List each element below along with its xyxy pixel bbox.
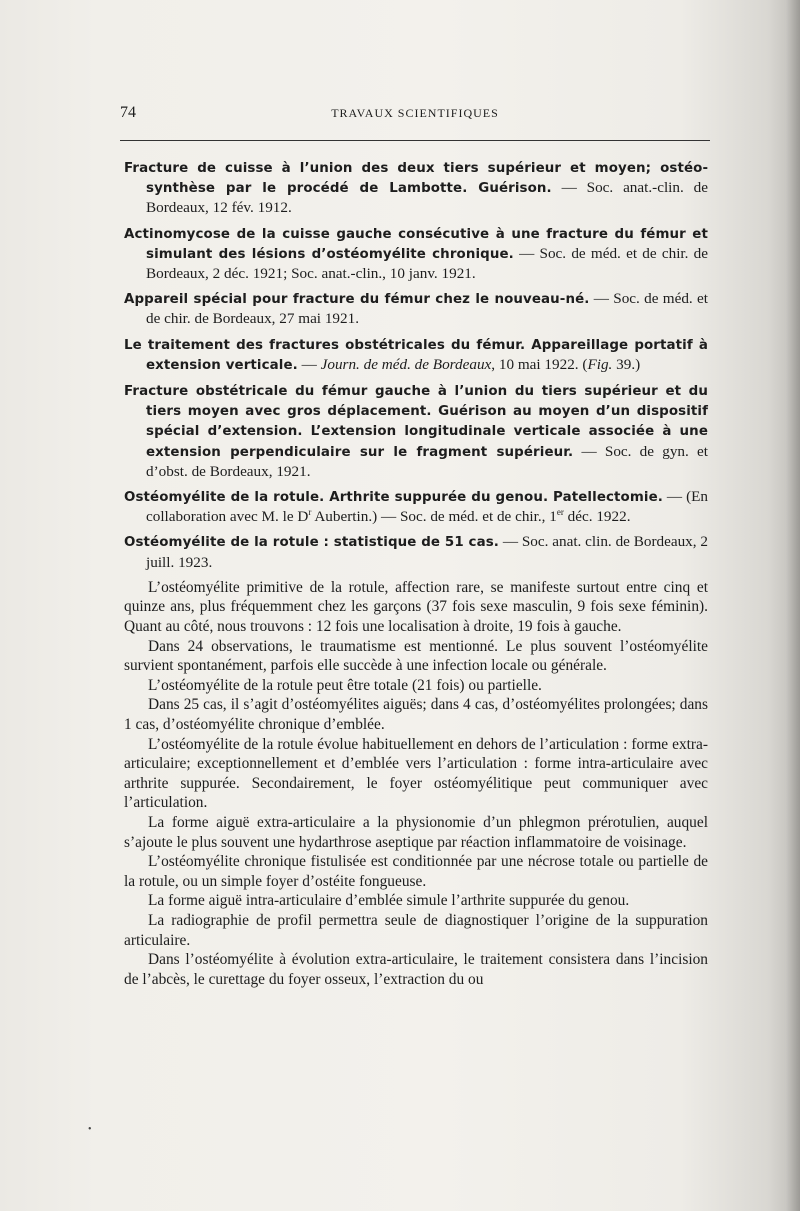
entry-title: Actinomycose de la cuisse gauche consécutive à une fracture du fémur et simulant des lésions d’ostéomyélite chronique. bbox=[124, 226, 708, 262]
body-paragraph: La radiographie de profil permettra seule de diagnostiquer l’origine de la suppuration articulaire. bbox=[124, 911, 708, 949]
journal-name: Journ. de méd. de Bordeaux bbox=[320, 355, 492, 373]
page-header bbox=[120, 104, 710, 128]
entry-reference: — Soc. anat. clin. de Bordeaux, 2 juill. 1923. bbox=[146, 533, 708, 571]
entry-title: Appareil spécial pour fracture du fémur chez le nouveau-né. bbox=[124, 292, 590, 308]
running-title: TRAVAUX SCIENTIFIQUES bbox=[331, 106, 499, 120]
bibliography-entry bbox=[124, 158, 708, 218]
page-body bbox=[124, 158, 708, 989]
page-edge-shadow bbox=[786, 0, 800, 1211]
entry-reference: Aubertin.) — Soc. de méd. et de chir., 1 bbox=[311, 508, 557, 526]
entry-title: Fracture de cuisse à l’union des deux tiers supérieur et moyen; ostéosynthèse par le procédé de Lambotte. Guérison. bbox=[124, 161, 708, 197]
body-paragraph: Dans 25 cas, il s’agit d’ostéomyélites aiguës; dans 4 cas, d’ostéomyélites prolongées; dans 1 cas, d’ostéomyélite chronique d’emblée. bbox=[124, 696, 708, 734]
bibliography-entry bbox=[124, 487, 708, 526]
entry-reference: — Soc. de méd. et de chir. de Bordeaux, 27 mai 1921. bbox=[146, 290, 708, 328]
body-paragraph: La forme aiguë extra-articulaire a la physionomie d’un phlegmon prérotulien, auquel s’ajoute le plus souvent une hydarthrose aseptique par réaction inflammatoire de voisinage. bbox=[124, 813, 708, 851]
entry-title: Le traitement des fractures obstétricales du fémur. Appareillage portatif à extension verticale. bbox=[124, 337, 708, 373]
entry-title: Ostéomyélite de la rotule : statistique de 51 cas. bbox=[124, 535, 499, 551]
entry-reference: — bbox=[297, 355, 321, 373]
superscript: er bbox=[556, 507, 564, 518]
entry-reference: — Soc. anat.-clin. de Bordeaux, 12 fév. 1912. bbox=[146, 179, 708, 217]
entry-reference: , 10 mai 1922. ( bbox=[491, 355, 588, 373]
bibliography-entry bbox=[124, 381, 708, 481]
ink-speck: • bbox=[88, 1124, 92, 1135]
superscript: r bbox=[308, 507, 312, 518]
bibliography-entry bbox=[124, 224, 708, 284]
body-paragraph: L’ostéomyélite de la rotule évolue habituellement en dehors de l’articulation : forme extra-articulaire; exceptionnellement et d’emblée vers l’articulation : forme intra-articulaire avec arthrite suppurée. Secondairement, le foyer ostéomyélitique peut communiquer avec l’articulation. bbox=[124, 735, 708, 812]
page-number: 74 bbox=[120, 104, 136, 121]
header-rule bbox=[120, 140, 710, 141]
body-paragraph: L’ostéomyélite primitive de la rotule, affection rare, se manifeste surtout entre cinq et quinze ans, plus fréquemment chez les garçons (37 fois sexe masculin, 9 fois sexe féminin). Quant au côté, nous trouvons : 12 fois une localisation à droite, 19 fois à gauche. bbox=[124, 578, 708, 636]
bibliography-entry bbox=[124, 289, 708, 328]
entry-reference: — (En collaboration avec M. le D bbox=[146, 488, 708, 526]
entry-reference: — Soc. de méd. et de chir. de Bordeaux, 2 déc. 1921; Soc. anat.-clin., 10 janv. 1921. bbox=[146, 244, 709, 283]
body-paragraph: Dans l’ostéomyélite à évolution extra-articulaire, le traitement consistera dans l’incision de l’abcès, le curettage du foyer osseux, l’extraction du ou bbox=[124, 951, 708, 988]
body-paragraph: L’ostéomyélite de la rotule peut être totale (21 fois) ou partielle. bbox=[148, 676, 542, 694]
entry-reference: déc. 1922. bbox=[563, 508, 631, 526]
figure-label: Fig. bbox=[587, 355, 613, 373]
entry-reference: 39.) bbox=[612, 355, 641, 373]
body-paragraph: Dans 24 observations, le traumatisme est mentionné. Le plus souvent l’ostéomyélite survient spontanément, parfois elle succède à une infection locale ou générale. bbox=[124, 637, 708, 675]
body-paragraph: La forme aiguë intra-articulaire d’emblée simule l’arthrite suppurée du genou. bbox=[148, 892, 630, 910]
body-paragraph: L’ostéomyélite chronique fistulisée est conditionnée par une nécrose totale ou partielle de la rotule, ou un simple foyer d’ostéite fongueuse. bbox=[124, 853, 708, 890]
entry-reference: — Soc. de gyn. et d’obst. de Bordeaux, 1921. bbox=[146, 442, 708, 480]
entry-title: Fracture obstétricale du fémur gauche à l’union du tiers supérieur et du tiers moyen avec gros déplacement. Guérison au moyen d’un dispositif spécial d’extension. L’extension longitudinale verticale associée à une extension perpendiculaire sur le fragment supérieur. bbox=[124, 384, 708, 460]
bibliography-entry bbox=[124, 335, 708, 375]
entry-title: Ostéomyélite de la rotule. Arthrite suppurée du genou. Patellectomie. bbox=[124, 490, 663, 506]
bibliography-entry bbox=[124, 532, 708, 571]
